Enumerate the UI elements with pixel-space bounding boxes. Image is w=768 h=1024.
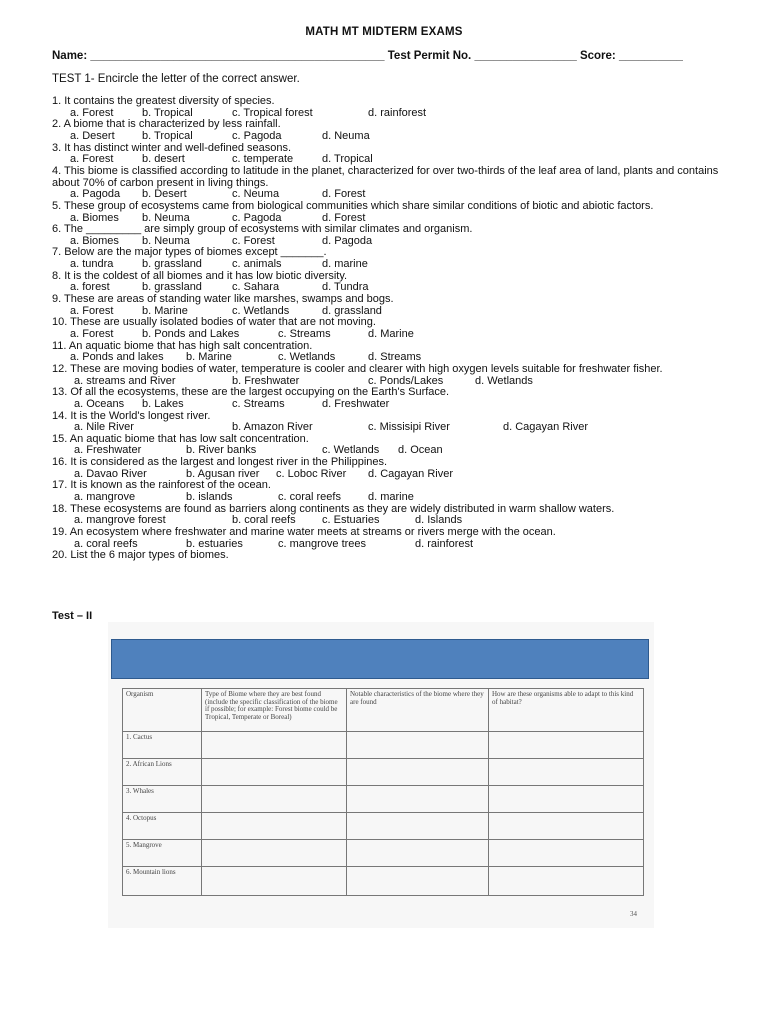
- option-a[interactable]: a. forest: [70, 281, 110, 294]
- table-row: [123, 786, 644, 813]
- question-20: 20. List the 6 major types of biomes.: [52, 549, 229, 562]
- options-7: [52, 259, 720, 271]
- option-b[interactable]: b. River banks: [186, 444, 257, 457]
- option-d[interactable]: d. Ocean: [398, 444, 443, 457]
- col-characteristics: Notable characteristics of the biome where they are found: [347, 689, 489, 732]
- option-b[interactable]: b. Freshwater: [232, 374, 300, 387]
- options-6: [52, 236, 720, 248]
- option-a[interactable]: a. Ponds and lakes: [70, 351, 164, 364]
- options-5: [52, 213, 720, 225]
- answer-cell[interactable]: [489, 840, 644, 867]
- option-c[interactable]: c. Wetlands: [322, 444, 380, 457]
- options-10: [52, 329, 720, 341]
- answer-cell[interactable]: [347, 786, 489, 813]
- options-9: [52, 306, 720, 318]
- question-list: [52, 96, 720, 562]
- option-a[interactable]: a. Biomes: [70, 211, 119, 224]
- option-d[interactable]: d. Islands: [415, 514, 463, 527]
- option-a[interactable]: a. Davao River: [74, 467, 147, 480]
- option-b[interactable]: b. desert: [142, 153, 185, 166]
- answer-cell[interactable]: [202, 867, 347, 896]
- option-c[interactable]: c. mangrove trees: [278, 537, 367, 550]
- col-organism: Organism: [123, 689, 202, 732]
- options-3: [52, 154, 720, 166]
- question-3: 3. It has distinct winter and well-defined seasons.: [52, 141, 292, 154]
- option-c[interactable]: c. Ponds/Lakes: [368, 374, 444, 387]
- table-header-row: [123, 689, 644, 732]
- option-a[interactable]: a. coral reefs: [74, 537, 138, 550]
- question-13: 13. Of all the ecosystems, these are the largest occupying on the Earth's Surface.: [52, 386, 450, 399]
- options-16: [52, 469, 720, 481]
- question-4: 4. This biome is classified according to latitude in the planet, characterized for over two-thirds of the leaf area of land, plants and contains about 70% of carbon present in living things.: [52, 164, 719, 189]
- option-c[interactable]: c. temperate: [232, 153, 294, 166]
- option-c[interactable]: c. Wetlands: [278, 351, 336, 364]
- question-7: 7. Below are the major types of biomes except _______.: [52, 246, 327, 259]
- option-a[interactable]: a. tundra: [70, 258, 114, 271]
- option-a[interactable]: a. Oceans: [74, 397, 125, 410]
- option-b[interactable]: b. islands: [186, 491, 233, 504]
- options-15: [52, 445, 720, 457]
- option-b[interactable]: b. Lakes: [142, 397, 184, 410]
- question-18: 18. These ecosystems are found as barriers along continents as they are widely distributed in warm shallow waters.: [52, 502, 615, 515]
- answer-cell[interactable]: [347, 867, 489, 896]
- question-2: 2. A biome that is characterized by less rainfall.: [52, 118, 281, 131]
- exam-title: MATH MT MIDTERM EXAMS: [305, 26, 463, 38]
- question-1: 1. It contains the greatest diversity of species.: [52, 95, 275, 107]
- options-2: [52, 131, 720, 143]
- options-12: [52, 376, 720, 388]
- organism-cell: 4. Octopus: [123, 813, 202, 840]
- option-b[interactable]: b. Ponds and Lakes: [142, 327, 240, 340]
- table-row: [123, 732, 644, 759]
- table-row: [123, 840, 644, 867]
- option-b[interactable]: b. Tropical: [142, 129, 193, 142]
- option-b[interactable]: b. grassland: [142, 281, 202, 294]
- option-c[interactable]: c. Sahara: [232, 281, 280, 294]
- test2-heading: Test – II: [52, 610, 93, 622]
- test2-figure: [108, 622, 654, 928]
- question-5: 5. These group of ecosystems came from biological communities which share similar conditions of biotic and abiotic factors.: [52, 199, 654, 212]
- option-c[interactable]: c. Wetlands: [232, 304, 290, 317]
- student-info-line: Name: ______________________________________________ Test Permit No. ________________ Score: __________: [52, 50, 683, 62]
- option-d[interactable]: d. Forest: [322, 188, 366, 201]
- option-c[interactable]: c. Estuaries: [322, 514, 380, 527]
- option-d[interactable]: d. Forest: [322, 211, 366, 224]
- answer-cell[interactable]: [202, 732, 347, 759]
- option-c[interactable]: c. Streams: [278, 327, 331, 340]
- page-number: 34: [630, 910, 637, 918]
- option-d[interactable]: d. Streams: [368, 351, 422, 364]
- options-8: [52, 282, 720, 294]
- option-a[interactable]: a. Desert: [70, 129, 115, 142]
- options-13: [52, 399, 720, 411]
- option-d[interactable]: d. Cagayan River: [368, 467, 453, 480]
- answer-cell[interactable]: [202, 813, 347, 840]
- option-d[interactable]: d. Pagoda: [322, 234, 373, 247]
- option-a[interactable]: a. Biomes: [70, 234, 119, 247]
- answer-cell[interactable]: [347, 732, 489, 759]
- col-biome-type: Type of Biome where they are best found (include the specific classification of the biome if possible; for example: Forest biome could be Tropical, Temperate or Boreal): [202, 689, 347, 732]
- option-c[interactable]: c. Tropical forest: [232, 106, 313, 119]
- answer-cell[interactable]: [202, 786, 347, 813]
- option-d[interactable]: d. Tundra: [322, 281, 369, 294]
- option-b[interactable]: b. Marine: [142, 304, 188, 317]
- option-d[interactable]: d. Tropical: [322, 153, 373, 166]
- option-b[interactable]: b. Neuma: [142, 211, 190, 224]
- answer-cell[interactable]: [489, 867, 644, 896]
- question-9: 9. These are areas of standing water like marshes, swamps and bogs.: [52, 293, 394, 306]
- answer-cell[interactable]: [489, 732, 644, 759]
- option-d[interactable]: d. Wetlands: [475, 374, 533, 387]
- question-8: 8. It is the coldest of all biomes and it has low biotic diversity.: [52, 269, 348, 282]
- instruction-box: [111, 639, 649, 679]
- question-19: 19. An ecosystem where freshwater and marine water meets at streams or rivers merge with the ocean.: [52, 526, 556, 538]
- option-a[interactable]: a. Nile River: [74, 421, 134, 434]
- option-c[interactable]: c. animals: [232, 258, 282, 271]
- option-d[interactable]: d. Neuma: [322, 129, 370, 142]
- option-d[interactable]: d. Freshwater: [322, 397, 390, 410]
- options-19: [52, 539, 720, 551]
- option-a[interactable]: a. Forest: [70, 153, 114, 166]
- question-16: 16. It is considered as the largest and longest river in the Philippines.: [52, 456, 388, 469]
- option-a[interactable]: a. Pagoda: [70, 188, 121, 201]
- answer-cell[interactable]: [489, 759, 644, 786]
- table-row: [123, 813, 644, 840]
- table-row: [123, 867, 644, 896]
- option-c[interactable]: c. Loboc River: [276, 467, 347, 480]
- question-15: 15. An aquatic biome that has low salt concentration.: [52, 432, 309, 445]
- option-b[interactable]: b. Agusan river: [186, 467, 260, 480]
- organism-cell: 5. Mangrove: [123, 840, 202, 867]
- option-a[interactable]: a. mangrove forest: [74, 514, 166, 527]
- option-a[interactable]: a. Forest: [70, 327, 114, 340]
- answer-cell[interactable]: [347, 840, 489, 867]
- answer-cell[interactable]: [202, 759, 347, 786]
- option-c[interactable]: c. Pagoda: [232, 211, 282, 224]
- option-b[interactable]: b. grassland: [142, 258, 202, 271]
- answer-cell[interactable]: [489, 786, 644, 813]
- organism-cell: 3. Whales: [123, 786, 202, 813]
- option-a[interactable]: a. streams and River: [74, 374, 176, 387]
- option-d[interactable]: d. Cagayan River: [503, 421, 588, 434]
- option-a[interactable]: a. Forest: [70, 106, 114, 119]
- option-b[interactable]: b. Desert: [142, 188, 187, 201]
- option-c[interactable]: c. Neuma: [232, 188, 280, 201]
- question-6: 6. The _________ are simply group of ecosystems with similar climates and organism.: [52, 223, 473, 236]
- options-17: [52, 492, 720, 504]
- table-row: [123, 759, 644, 786]
- answer-cell[interactable]: [347, 759, 489, 786]
- option-d[interactable]: d. rainforest: [415, 537, 474, 550]
- options-11: [52, 352, 720, 364]
- option-c[interactable]: c. Missisipi River: [368, 421, 450, 434]
- options-18: [52, 515, 720, 527]
- options-4: [52, 189, 720, 201]
- organism-cell: 2. African Lions: [123, 759, 202, 786]
- options-1: [52, 108, 720, 120]
- answer-cell[interactable]: [347, 813, 489, 840]
- option-b[interactable]: b. estuaries: [186, 537, 243, 550]
- organism-cell: 6. Mountain lions: [123, 867, 202, 896]
- option-a[interactable]: a. Forest: [70, 304, 114, 317]
- question-14: 14. It is the World's longest river.: [52, 409, 211, 422]
- option-b[interactable]: b. Amazon River: [232, 421, 313, 434]
- question-12: 12. These are moving bodies of water, temperature is cooler and clearer with high oxygen levels suitable for freshwater fisher.: [52, 362, 663, 375]
- option-c[interactable]: c. coral reefs: [278, 491, 341, 504]
- option-b[interactable]: b. coral reefs: [232, 514, 296, 527]
- option-d[interactable]: d. grassland: [322, 304, 382, 317]
- option-a[interactable]: a. mangrove: [74, 491, 136, 504]
- options-14: [52, 422, 720, 434]
- organism-table: [122, 688, 644, 896]
- organism-cell: 1. Cactus: [123, 732, 202, 759]
- option-c[interactable]: c. Forest: [232, 234, 275, 247]
- answer-cell[interactable]: [202, 840, 347, 867]
- option-b[interactable]: b. Marine: [186, 351, 232, 364]
- option-b[interactable]: b. Neuma: [142, 234, 190, 247]
- option-c[interactable]: c. Streams: [232, 397, 285, 410]
- option-d[interactable]: d. marine: [322, 258, 368, 271]
- option-c[interactable]: c. Pagoda: [232, 129, 282, 142]
- option-a[interactable]: a. Freshwater: [74, 444, 142, 457]
- col-adaptation: How are these organisms able to adapt to this kind of habitat?: [489, 689, 644, 732]
- question-11: 11. An aquatic biome that has high salt concentration.: [52, 339, 313, 352]
- question-17: 17. It is known as the rainforest of the ocean.: [52, 479, 271, 492]
- question-10: 10. These are usually isolated bodies of water that are not moving.: [52, 316, 376, 329]
- test1-instruction: TEST 1- Encircle the letter of the correct answer.: [52, 73, 300, 85]
- option-b[interactable]: b. Tropical: [142, 106, 193, 119]
- option-d[interactable]: d. marine: [368, 491, 414, 504]
- option-d[interactable]: d. rainforest: [368, 106, 427, 119]
- option-d[interactable]: d. Marine: [368, 327, 414, 340]
- answer-cell[interactable]: [489, 813, 644, 840]
